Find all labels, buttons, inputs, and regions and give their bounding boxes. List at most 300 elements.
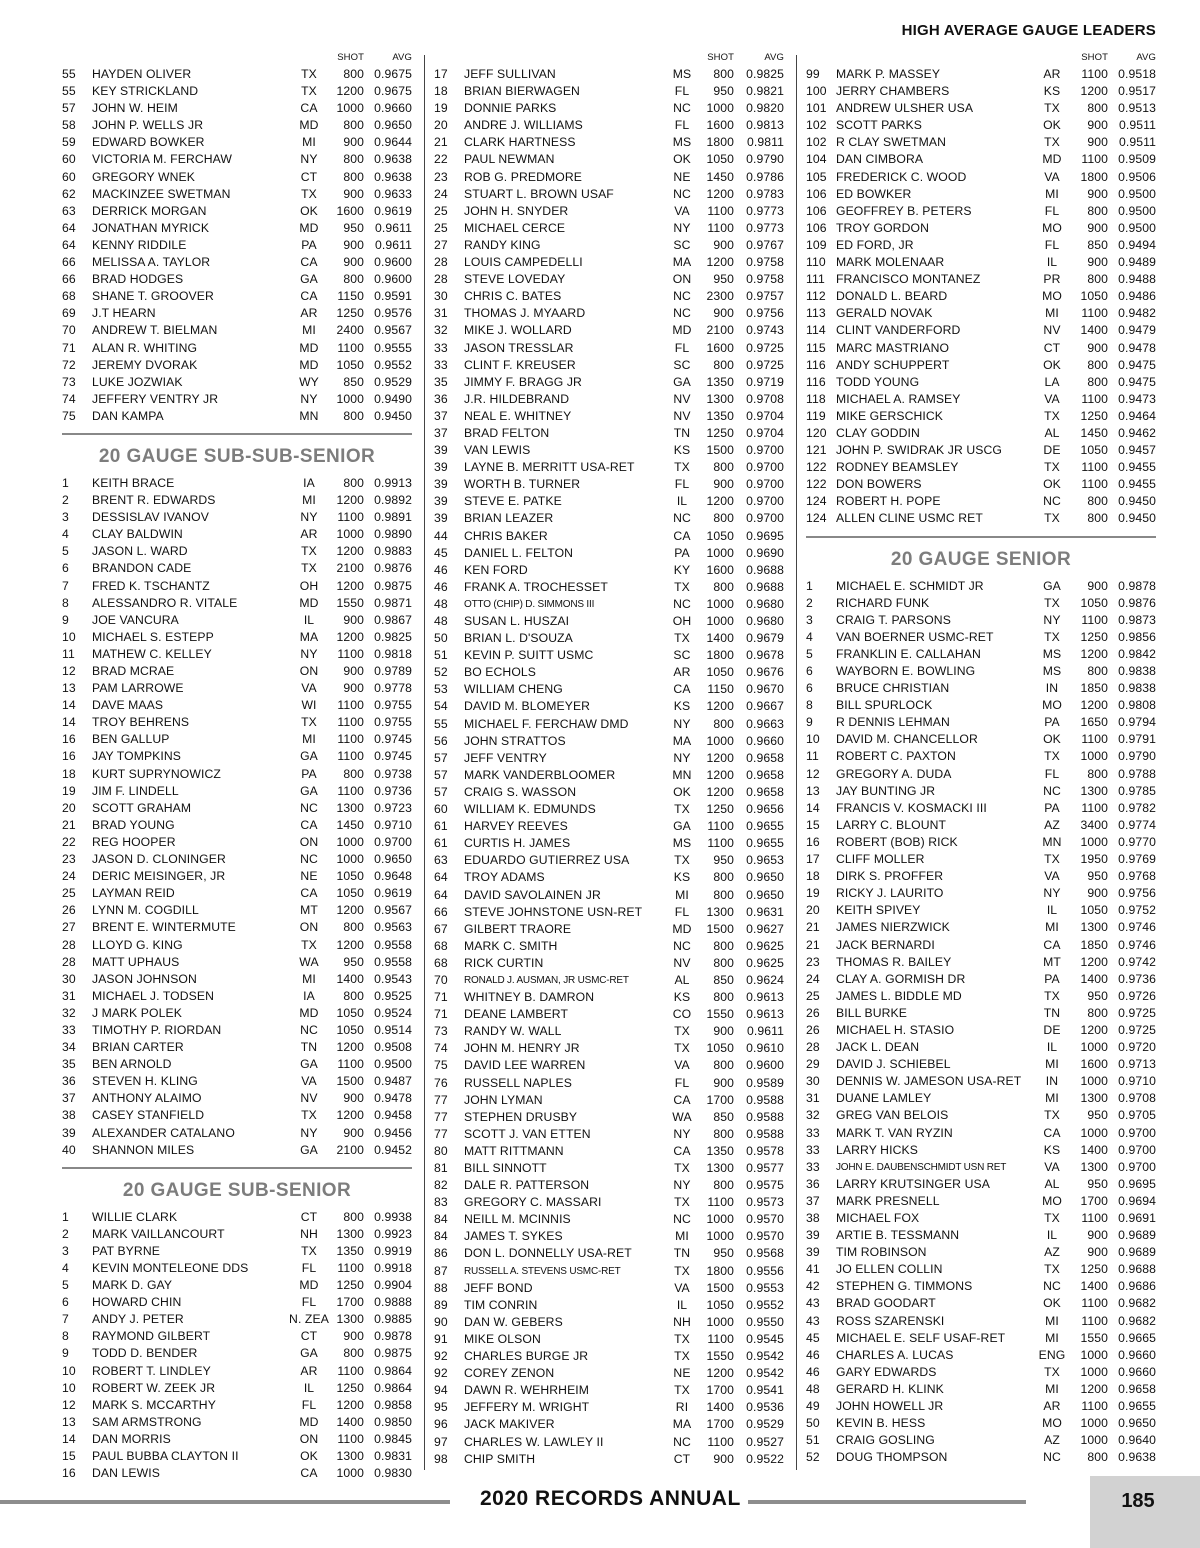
column-3 (806, 50, 1156, 1466)
shot-cell: 1200 (336, 1108, 364, 1123)
shot-cell: 1200 (706, 1366, 734, 1381)
avg-cell: 0.9867 (374, 612, 412, 627)
shot-cell: 1350 (706, 1143, 734, 1158)
state-cell: SC (673, 648, 691, 663)
rank-cell: 24 (806, 971, 820, 986)
table-row (62, 1345, 412, 1362)
rank-cell: 54 (434, 699, 448, 714)
avg-cell: 0.9725 (746, 357, 784, 372)
name-cell: ALESSANDRO R. VITALE (92, 595, 238, 610)
section-title-senior: 20 GAUGE SENIOR (806, 536, 1156, 578)
rank-cell: 8 (62, 1329, 69, 1344)
name-cell: VICTORIA M. FERCHAW (92, 152, 233, 167)
avg-cell: 0.9591 (374, 289, 412, 304)
rank-cell: 84 (434, 1229, 448, 1244)
name-cell: SHANNON MILES (92, 1142, 195, 1157)
avg-cell: 0.9542 (746, 1349, 784, 1364)
avg-cell: 0.9818 (374, 646, 412, 661)
state-cell: NC (673, 289, 691, 304)
avg-cell: 0.9864 (374, 1380, 412, 1395)
rank-cell: 46 (806, 1364, 820, 1379)
avg-cell: 0.9570 (746, 1229, 784, 1244)
shot-cell: 1200 (336, 629, 364, 644)
rank-cell: 104 (806, 152, 827, 167)
avg-cell: 0.9813 (746, 118, 784, 133)
state-cell: OK (673, 784, 691, 799)
shot-cell: 800 (343, 152, 364, 167)
avg-cell: 0.9625 (746, 938, 784, 953)
rank-cell: 60 (62, 169, 76, 184)
rank-cell: 39 (806, 1245, 820, 1260)
avg-cell: 0.9918 (374, 1261, 412, 1275)
name-cell: VAN LEWIS (464, 443, 531, 458)
rank-cell: 59 (62, 135, 76, 150)
table-row (62, 714, 412, 731)
name-cell: BRUCE CHRISTIAN (836, 681, 950, 696)
table-row (806, 83, 1156, 100)
avg-cell: 0.9756 (746, 306, 784, 321)
shot-cell: 1200 (1080, 1022, 1108, 1037)
state-cell: MT (300, 903, 318, 918)
page-number: 185 (1121, 1490, 1155, 1512)
table-row (806, 971, 1156, 988)
avg-cell: 0.9475 (1118, 357, 1156, 372)
name-cell: WORTH B. TURNER (464, 477, 581, 492)
shot-cell: 800 (343, 766, 364, 781)
shot-cell: 950 (1087, 1176, 1108, 1191)
shot-cell: 900 (1087, 135, 1108, 150)
avg-cell: 0.9723 (374, 800, 412, 815)
name-cell: JASON D. CLONINGER (92, 852, 226, 867)
table-row (62, 612, 412, 629)
name-cell: MARK S. MCCARTHY (92, 1397, 216, 1412)
state-cell: MT (1043, 954, 1061, 969)
avg-cell: 0.9695 (1118, 1176, 1156, 1191)
table-row (806, 1210, 1156, 1227)
rank-cell: 51 (806, 1433, 820, 1448)
state-cell: GA (673, 819, 691, 834)
state-cell: GA (300, 272, 318, 287)
shot-cell: 850 (1087, 237, 1108, 252)
rank-cell: 11 (806, 749, 819, 764)
rank-cell: 83 (434, 1195, 448, 1210)
state-cell: WI (301, 698, 317, 713)
state-cell: FL (301, 1295, 317, 1310)
shot-cell: 1100 (1081, 1399, 1108, 1414)
avg-cell: 0.9820 (746, 101, 784, 116)
table-row (806, 646, 1156, 663)
name-cell: FRED K. TSCHANTZ (92, 578, 210, 593)
shot-cell: 1200 (1080, 698, 1108, 713)
avg-cell: 0.9752 (1118, 903, 1156, 918)
avg-cell: 0.9871 (374, 595, 412, 610)
avg-cell: 0.9518 (1118, 67, 1156, 81)
avg-cell: 0.9700 (746, 511, 784, 526)
rank-cell: 43 (806, 1296, 820, 1311)
avg-cell: 0.9856 (1118, 629, 1156, 644)
avg-cell: 0.9742 (1118, 954, 1156, 969)
avg-cell: 0.9536 (746, 1400, 784, 1415)
state-cell: MD (299, 1414, 319, 1429)
table-row (434, 835, 784, 852)
name-cell: GILBERT TRAORE (464, 921, 572, 936)
avg-cell: 0.9660 (1118, 1364, 1156, 1379)
name-cell: BRIAN LEAZER (464, 511, 554, 526)
avg-cell: 0.9713 (1118, 1057, 1156, 1072)
table-row (434, 1194, 784, 1211)
table-row (434, 955, 784, 972)
table-row (434, 271, 784, 288)
name-cell: BRENT E. WINTERMUTE (92, 920, 236, 935)
table-row (62, 1209, 412, 1226)
rank-cell: 16 (62, 1466, 76, 1481)
state-cell: PA (1044, 971, 1060, 986)
name-cell: TROY GORDON (836, 220, 929, 235)
shot-cell: 1000 (336, 391, 364, 406)
state-cell: TX (301, 561, 317, 576)
name-cell: MATT RITTMANN (464, 1143, 564, 1158)
shot-cell: 1300 (336, 1312, 364, 1327)
avg-cell: 0.9788 (1118, 766, 1156, 781)
rank-cell: 16 (62, 749, 76, 764)
name-cell: RICHARD FUNK (836, 595, 930, 610)
rank-cell: 86 (434, 1246, 448, 1261)
sub-senior-table (62, 1209, 412, 1483)
shot-cell: 900 (343, 135, 364, 150)
avg-cell: 0.9550 (746, 1314, 784, 1329)
name-cell: DAN W. GEBERS (464, 1314, 563, 1329)
shot-cell: 1200 (336, 1397, 364, 1412)
name-cell: BO ECHOLS (464, 665, 537, 680)
shot-cell: 1450 (336, 817, 364, 832)
rank-cell: 1 (62, 1209, 69, 1224)
state-cell: FL (674, 84, 690, 99)
avg-cell: 0.9675 (374, 67, 412, 81)
footer-title: 2020 RECORDS ANNUAL (480, 1487, 741, 1510)
name-cell: ALEXANDER CATALANO (92, 1125, 235, 1140)
table-row (434, 1126, 784, 1143)
state-cell: MI (1045, 186, 1059, 201)
rank-cell: 48 (806, 1381, 820, 1396)
table-row (806, 66, 1156, 83)
rank-cell: 63 (434, 853, 448, 868)
table-row (434, 579, 784, 596)
avg-cell: 0.9885 (374, 1312, 412, 1327)
state-cell: NC (1043, 1450, 1061, 1465)
shot-cell: 800 (713, 955, 734, 970)
avg-cell: 0.9611 (747, 1024, 784, 1039)
avg-cell: 0.9694 (1118, 1193, 1156, 1208)
state-cell: ON (299, 1431, 319, 1446)
avg-cell: 0.9556 (746, 1263, 784, 1278)
state-cell: WA (672, 1109, 692, 1124)
table-row (806, 1398, 1156, 1415)
avg-cell: 0.9611 (375, 237, 412, 252)
name-cell: MELISSA A. TAYLOR (92, 255, 211, 270)
avg-cell: 0.9658 (746, 767, 784, 782)
avg-cell: 0.9619 (374, 203, 412, 218)
name-cell: GREGORY A. DUDA (836, 766, 952, 781)
shot-cell: 1100 (707, 220, 734, 235)
shot-cell: 1300 (706, 391, 734, 406)
name-cell: RANDY KING (464, 237, 541, 252)
name-cell: JACK L. DEAN (836, 1040, 920, 1055)
table-row (62, 800, 412, 817)
avg-cell: 0.9462 (1118, 425, 1156, 440)
name-cell: CHARLES BURGE JR (464, 1349, 589, 1364)
shot-cell: 1050 (706, 1297, 734, 1312)
name-cell: MARK VAILLANCOURT (92, 1226, 225, 1241)
shot-cell: 1100 (337, 698, 364, 713)
table-row (806, 885, 1156, 902)
name-cell: ROB G. PREDMORE (464, 169, 582, 184)
avg-cell: 0.9700 (374, 834, 412, 849)
shot-cell: 2400 (336, 323, 364, 338)
shot-cell: 1000 (706, 614, 734, 628)
state-cell: MD (299, 1005, 319, 1020)
name-cell: JAY BUNTING JR (836, 783, 936, 798)
rank-cell: 37 (806, 1193, 820, 1208)
state-cell: MI (1045, 1313, 1059, 1328)
state-cell: NY (673, 1126, 691, 1141)
shot-cell: 1700 (706, 1417, 734, 1432)
shot-cell: 1200 (706, 784, 734, 799)
avg-cell: 0.9790 (1118, 749, 1156, 764)
name-cell: SCOTT J. VAN ETTEN (464, 1126, 591, 1141)
shot-cell: 1000 (706, 733, 734, 748)
state-cell: MA (672, 733, 692, 748)
table-row (62, 475, 412, 492)
table-row (806, 680, 1156, 697)
shot-cell: 1800 (1080, 169, 1108, 184)
avg-cell: 0.9478 (374, 1091, 412, 1106)
table-row (62, 1022, 412, 1039)
rank-cell: 6 (62, 1295, 69, 1310)
rank-cell: 23 (806, 954, 820, 969)
avg-cell: 0.9482 (1118, 306, 1156, 321)
shot-cell: 1100 (707, 1331, 734, 1346)
avg-cell: 0.9758 (746, 272, 784, 287)
avg-cell: 0.9708 (746, 391, 784, 406)
rank-cell: 87 (434, 1263, 448, 1278)
name-cell: JAMES L. BIDDLE MD (836, 988, 962, 1003)
name-cell: MARK C. SMITH (464, 938, 558, 953)
avg-cell: 0.9452 (374, 1142, 412, 1157)
shot-cell: 800 (343, 67, 364, 81)
rank-cell: 26 (806, 1005, 820, 1020)
shot-cell: 800 (713, 887, 734, 902)
name-cell: REG HOOPER (92, 834, 176, 849)
name-cell: DAN MORRIS (92, 1431, 171, 1446)
rank-cell: 14 (806, 800, 820, 815)
table-row (434, 134, 784, 151)
table-row (806, 800, 1156, 817)
rank-cell: 31 (62, 988, 76, 1003)
shot-cell: 1150 (707, 682, 734, 697)
table-row (434, 510, 784, 527)
avg-cell: 0.9457 (1118, 443, 1156, 458)
footer-rule-right (748, 1500, 1026, 1504)
shot-cell: 3400 (1080, 817, 1108, 832)
state-cell: MI (302, 493, 316, 508)
shot-cell: 1000 (1080, 834, 1108, 849)
avg-cell: 0.9710 (1118, 1074, 1156, 1089)
state-cell: TN (300, 1040, 318, 1055)
rank-cell: 109 (806, 237, 827, 252)
avg-cell: 0.9552 (374, 357, 412, 372)
rank-cell: 68 (434, 938, 448, 953)
table-row (806, 748, 1156, 765)
table-row (434, 408, 784, 425)
avg-cell: 0.9545 (746, 1331, 784, 1346)
table-row (806, 663, 1156, 680)
shot-cell: 1150 (337, 289, 364, 304)
rank-cell: 102 (806, 118, 827, 133)
state-cell: PA (301, 766, 317, 781)
name-cell: RUSSELL A. STEVENS USMC-RET (464, 1265, 621, 1277)
sub-sub-senior-table (62, 475, 412, 1159)
state-cell: NC (673, 938, 691, 953)
shot-cell: 1100 (1081, 306, 1108, 321)
state-cell: OK (300, 1449, 318, 1464)
shot-cell: 1200 (706, 750, 734, 765)
state-cell: NY (300, 510, 318, 525)
shot-cell: 1000 (706, 1314, 734, 1329)
avg-cell: 0.9838 (1118, 681, 1156, 696)
shot-cell: 1250 (336, 1380, 364, 1395)
shot-cell: 850 (343, 374, 364, 389)
state-cell: MD (1042, 152, 1062, 167)
name-cell: CASEY STANFIELD (92, 1108, 205, 1123)
shot-cell: 1000 (336, 101, 364, 116)
state-cell: OK (300, 203, 318, 218)
rank-cell: 37 (62, 1091, 76, 1106)
state-cell: AZ (1044, 817, 1060, 832)
rank-cell: 21 (806, 937, 820, 952)
avg-cell: 0.9524 (374, 1005, 412, 1020)
name-cell: STEVE E. PATKE (464, 494, 562, 509)
name-cell: LAYNE B. MERRITT USA-RET (464, 460, 635, 475)
rank-cell: 32 (806, 1108, 820, 1123)
rank-cell: 33 (806, 1125, 820, 1140)
avg-cell: 0.9878 (374, 1329, 412, 1344)
shot-cell: 1700 (336, 1295, 364, 1310)
avg-cell: 0.9450 (374, 408, 412, 423)
avg-cell: 0.9575 (746, 1178, 784, 1193)
table-row (806, 1090, 1156, 1107)
avg-cell: 0.9756 (1118, 886, 1156, 901)
name-cell: CHIP SMITH (464, 1451, 536, 1466)
rank-cell: 39 (434, 460, 448, 475)
shot-cell: 800 (343, 475, 364, 490)
name-cell: MARK D. GAY (92, 1278, 173, 1293)
name-cell: GERALD NOVAK (836, 306, 933, 321)
section-title-sub-sub-senior: 20 GAUGE SUB-SUB-SENIOR (62, 433, 412, 475)
name-cell: RICKY J. LAURITO (836, 886, 944, 901)
name-cell: BRAD YOUNG (92, 817, 175, 832)
avg-cell: 0.9858 (374, 1397, 412, 1412)
table-row (62, 374, 412, 391)
name-cell: R CLAY SWETMAN (836, 135, 946, 150)
rank-cell: 18 (806, 869, 820, 884)
rank-cell: 20 (806, 903, 820, 918)
state-cell: AL (1044, 1176, 1060, 1191)
table-row (806, 783, 1156, 800)
rank-cell: 28 (62, 937, 76, 952)
section-title-sub-senior: 20 GAUGE SUB-SENIOR (62, 1167, 412, 1209)
state-cell: TX (301, 1243, 317, 1258)
shot-cell: 1700 (706, 1092, 734, 1107)
table-row (434, 1228, 784, 1245)
table-row (806, 731, 1156, 748)
rank-cell: 28 (434, 255, 448, 270)
rank-cell: 106 (806, 220, 827, 235)
table-row (434, 322, 784, 339)
state-cell: TX (674, 460, 690, 475)
name-cell: STUART L. BROWN USAF (464, 186, 614, 201)
shot-cell: 1000 (1080, 1125, 1108, 1140)
table-row (434, 801, 784, 818)
avg-cell: 0.9511 (1119, 118, 1156, 133)
name-cell: DANIEL L. FELTON (464, 545, 574, 560)
table-row (62, 783, 412, 800)
avg-cell: 0.9655 (746, 836, 784, 851)
table-row (434, 613, 784, 630)
name-cell: STEVE LOVEDAY (464, 272, 566, 287)
shot-cell: 850 (713, 1109, 734, 1124)
shot-cell: 1450 (1080, 425, 1108, 440)
avg-cell: 0.9658 (1118, 1381, 1156, 1396)
state-cell: TN (673, 1246, 691, 1261)
name-cell: LOUIS CAMPEDELLI (464, 255, 583, 270)
avg-cell: 0.9725 (1118, 1022, 1156, 1037)
shot-cell: 1100 (337, 1363, 364, 1378)
table-row (62, 288, 412, 305)
avg-cell: 0.9656 (746, 802, 784, 817)
table-row (434, 1365, 784, 1382)
rank-cell: 10 (62, 1363, 76, 1378)
avg-cell: 0.9619 (374, 886, 412, 901)
avg-cell: 0.9842 (1118, 646, 1156, 661)
table-row (806, 919, 1156, 936)
name-cell: DIRK S. PROFFER (836, 869, 944, 884)
table-row (62, 1380, 412, 1397)
name-cell: JOHN H. SNYDER (464, 203, 569, 218)
table-row (62, 731, 412, 748)
name-cell: STEPHEN DRUSBY (464, 1109, 578, 1124)
rank-cell: 25 (62, 886, 76, 901)
table-row (434, 698, 784, 715)
rank-cell: 97 (434, 1434, 448, 1449)
rank-cell: 72 (62, 357, 76, 372)
name-cell: JOHN P. WELLS JR (92, 118, 204, 133)
rank-cell: 80 (434, 1143, 448, 1158)
shot-cell: 1100 (337, 749, 364, 764)
shot-cell: 1100 (1081, 460, 1108, 475)
table-row (62, 834, 412, 851)
name-cell: JEREMY DVORAK (92, 357, 198, 372)
table-row (62, 151, 412, 168)
table-row (434, 186, 784, 203)
col1-header-row (62, 50, 412, 66)
avg-cell: 0.9588 (746, 1092, 784, 1107)
state-cell: NE (673, 169, 691, 184)
avg-cell: 0.9638 (374, 152, 412, 167)
avg-cell: 0.9450 (1118, 494, 1156, 509)
avg-cell: 0.9782 (1118, 800, 1156, 815)
table-row (434, 1331, 784, 1348)
state-cell: TX (1044, 629, 1060, 644)
